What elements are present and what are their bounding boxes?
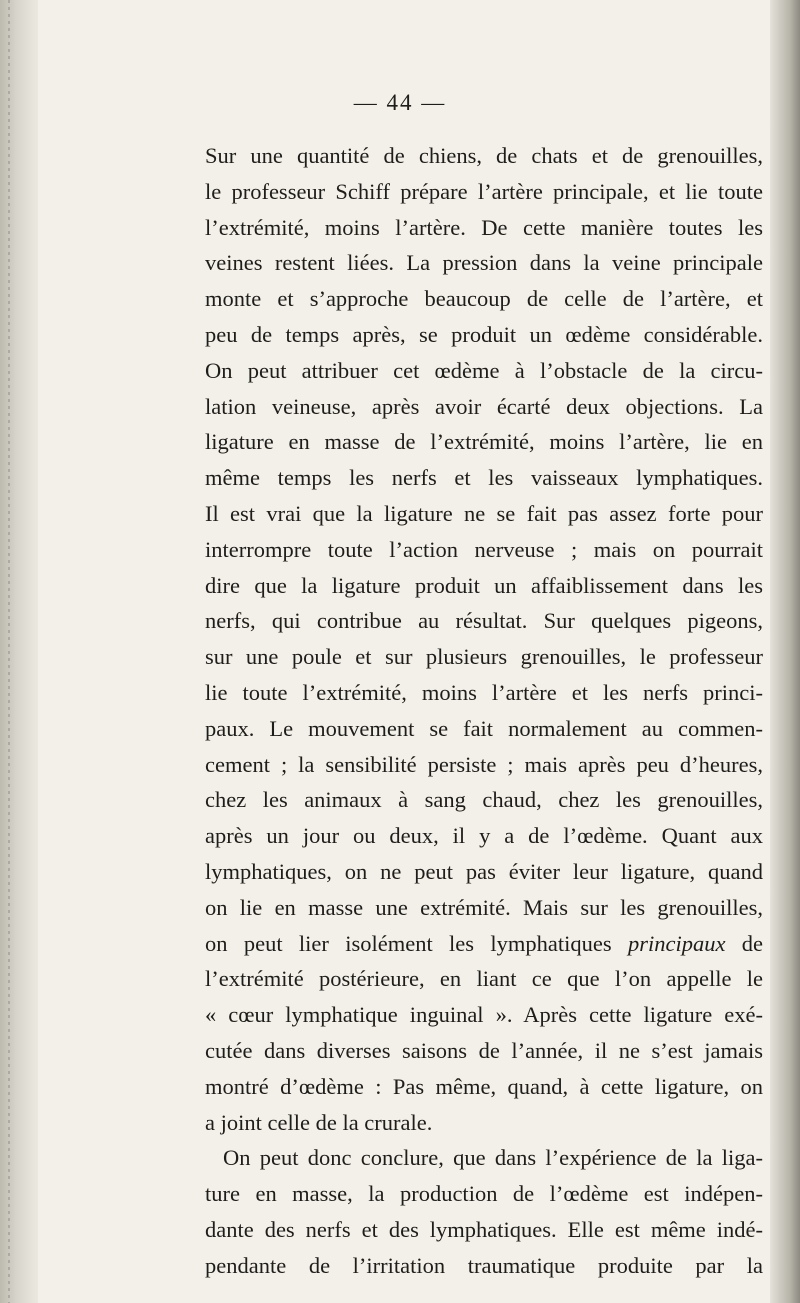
text-line: veines restent liées. La pression dans la veine principale bbox=[205, 250, 763, 276]
text-line: peu de temps après, se produit un œdème considérable. bbox=[205, 321, 763, 347]
text-line: lymphatiques, on ne peut pas éviter leur ligature, quand bbox=[205, 858, 763, 884]
text-line: monte et s’approche beaucoup de celle de l’artère, et bbox=[205, 286, 763, 312]
text-line-with-italic bbox=[205, 926, 763, 962]
text-segment: on peut lier isolément les lymphatiques bbox=[205, 930, 612, 956]
text-line: montré d’œdème : Pas même, quand, à cette ligature, on bbox=[205, 1073, 763, 1099]
text-line: paux. Le mouvement se fait normalement au commen- bbox=[205, 715, 763, 741]
text-line: ture en masse, la production de l’œdème est indépen- bbox=[205, 1181, 763, 1207]
text-line: cement ; la sensibilité persiste ; mais après peu d’heures, bbox=[205, 751, 763, 777]
text-line: pendante de l’irritation traumatique produite par la bbox=[205, 1252, 763, 1278]
text-line: dante des nerfs et des lymphatiques. Elle est même indé- bbox=[205, 1216, 763, 1242]
text-line: le professeur Schiff prépare l’artère principale, et lie toute bbox=[205, 178, 763, 204]
text-line: « cœur lymphatique inguinal ». Après cette ligature exé- bbox=[205, 1002, 763, 1028]
text-line: on lie en masse une extrémité. Mais sur les grenouilles, bbox=[205, 894, 763, 920]
text-line: Sur une quantité de chiens, de chats et de grenouilles, bbox=[205, 143, 763, 168]
text-line: lie toute l’extrémité, moins l’artère et les nerfs princi- bbox=[205, 679, 763, 705]
text-line: ligature en masse de l’extrémité, moins l’artère, lie en bbox=[205, 429, 763, 455]
text-line: chez les animaux à sang chaud, chez les grenouilles, bbox=[205, 787, 763, 813]
text-line: On peut attribuer cet œdème à l’obstacle de la circu- bbox=[205, 357, 763, 383]
text-line: dire que la ligature produit un affaiblissement dans les bbox=[205, 572, 763, 598]
page-number: — 44 — bbox=[353, 90, 447, 115]
text-segment: de bbox=[741, 930, 764, 956]
page-edge-left bbox=[0, 0, 38, 1303]
text-line: Il est vrai que la ligature ne se fait pas assez forte pour bbox=[205, 500, 763, 526]
text-line: même temps les nerfs et les vaisseaux lymphatiques. bbox=[205, 465, 763, 491]
text-line: nerfs, qui contribue au résultat. Sur quelques pigeons, bbox=[205, 608, 763, 634]
page-edge-right bbox=[770, 0, 800, 1303]
text-line: lation veineuse, après avoir écarté deux objections. La bbox=[205, 393, 763, 419]
text-line: cutée dans diverses saisons de l’année, il ne s’est jamais bbox=[205, 1037, 763, 1063]
text-line: après un jour ou deux, il y a de l’œdème. Quant aux bbox=[205, 823, 763, 849]
text-line: l’extrémité postérieure, en liant ce que l’on appelle le bbox=[205, 966, 763, 992]
body-text bbox=[205, 138, 763, 1284]
text-line-paragraph-end: a joint celle de la crurale. bbox=[205, 1109, 433, 1135]
italic-term: principaux bbox=[627, 930, 726, 956]
text-line: l’extrémité, moins l’artère. De cette manière toutes les bbox=[205, 214, 763, 240]
text-line-paragraph-start: On peut donc conclure, que dans l’expérience de la liga- bbox=[223, 1145, 763, 1171]
text-line: sur une poule et sur plusieurs grenouilles, le professeur bbox=[205, 644, 763, 670]
text-line: interrompre toute l’action nerveuse ; mais on pourrait bbox=[205, 536, 763, 562]
